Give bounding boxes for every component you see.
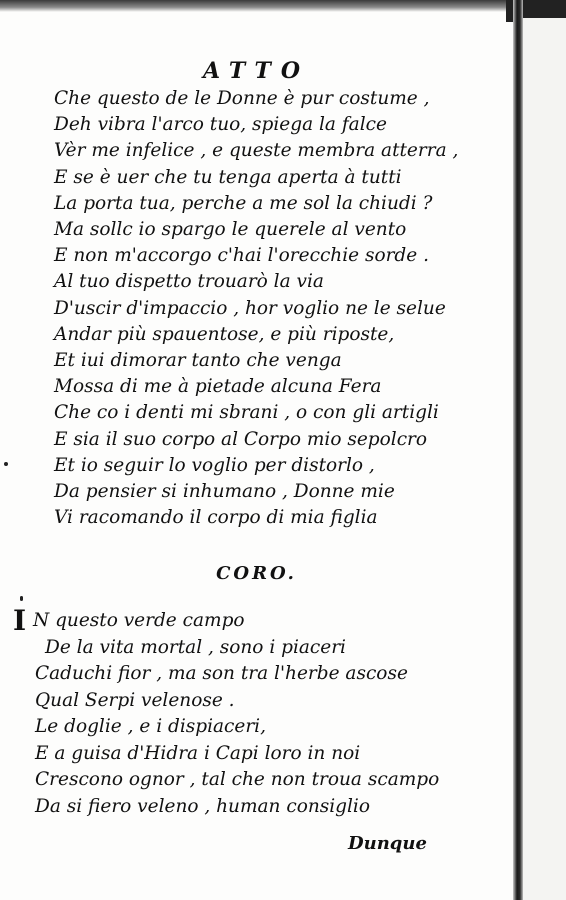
chorus-line: E a guisa d'Hidra i Capi loro in noi xyxy=(35,742,361,764)
chorus-line: Crescono ognor , tal che non troua scampo xyxy=(35,769,440,790)
chorus-line: De la vita mortal , sono i piaceri xyxy=(45,636,346,658)
ink-speck xyxy=(4,462,8,466)
verse-line: Mossa di me à pietade alcuna Fera xyxy=(54,376,382,398)
verse-line: Da pensier si inhumano , Donne mie xyxy=(54,481,395,503)
verse-line: Andar più spauentose, e più riposte, xyxy=(54,323,395,345)
drop-initial: I xyxy=(13,604,27,637)
verse-line: Che questo de le Donne è pur costume , xyxy=(54,88,430,109)
ink-speck xyxy=(20,596,23,601)
verse-line: E se è uer che tu tenga aperta à tutti xyxy=(54,166,402,188)
verse-line: E sia il suo corpo al Corpo mio sepolcro xyxy=(54,428,428,450)
chorus-line: Da si fiero veleno , human consiglio xyxy=(35,795,370,817)
verse-line: Che co i denti mi sbrani , o con gli artigli xyxy=(54,402,439,424)
chorus-block xyxy=(33,608,503,820)
verse-block xyxy=(54,86,504,531)
running-head: ATTO xyxy=(203,58,310,84)
top-page-shadow xyxy=(0,0,520,12)
chorus-line: Qual Serpi velenose . xyxy=(35,689,235,711)
verse-line: D'uscir d'impaccio , hor voglio ne le selue xyxy=(54,297,446,319)
verse-line: E non m'accorgo c'hai l'orecchie sorde . xyxy=(54,245,429,267)
chorus-line: Le doglie , e i dispiaceri, xyxy=(35,716,266,737)
verse-line: Al tuo dispetto trouarò la via xyxy=(54,271,324,293)
chorus-heading: CORO. xyxy=(216,563,297,584)
verse-line: La porta tua, perche a me sol la chiudi ? xyxy=(54,192,433,214)
verse-line: Et iui dimorar tanto che venga xyxy=(54,350,342,372)
catchword: Dunque xyxy=(348,833,427,854)
chorus-line: Caduchi fior , ma son tra l'herbe ascose xyxy=(35,663,408,684)
verse-line: Vi racomando il corpo di mia figlia xyxy=(54,507,378,529)
verse-line: Ma sollc io spargo le querele al vento xyxy=(54,219,407,241)
chorus-line: N questo verde campo xyxy=(33,610,245,631)
page-gutter xyxy=(513,0,523,900)
verse-line: Deh vibra l'arco tuo, spiega la falce xyxy=(54,114,387,136)
verse-line: Et io seguir lo voglio per distorlo , xyxy=(54,454,375,476)
facing-page-edge xyxy=(523,18,566,900)
verse-line: Vèr me infelice , e queste membra atterra , xyxy=(54,140,459,162)
